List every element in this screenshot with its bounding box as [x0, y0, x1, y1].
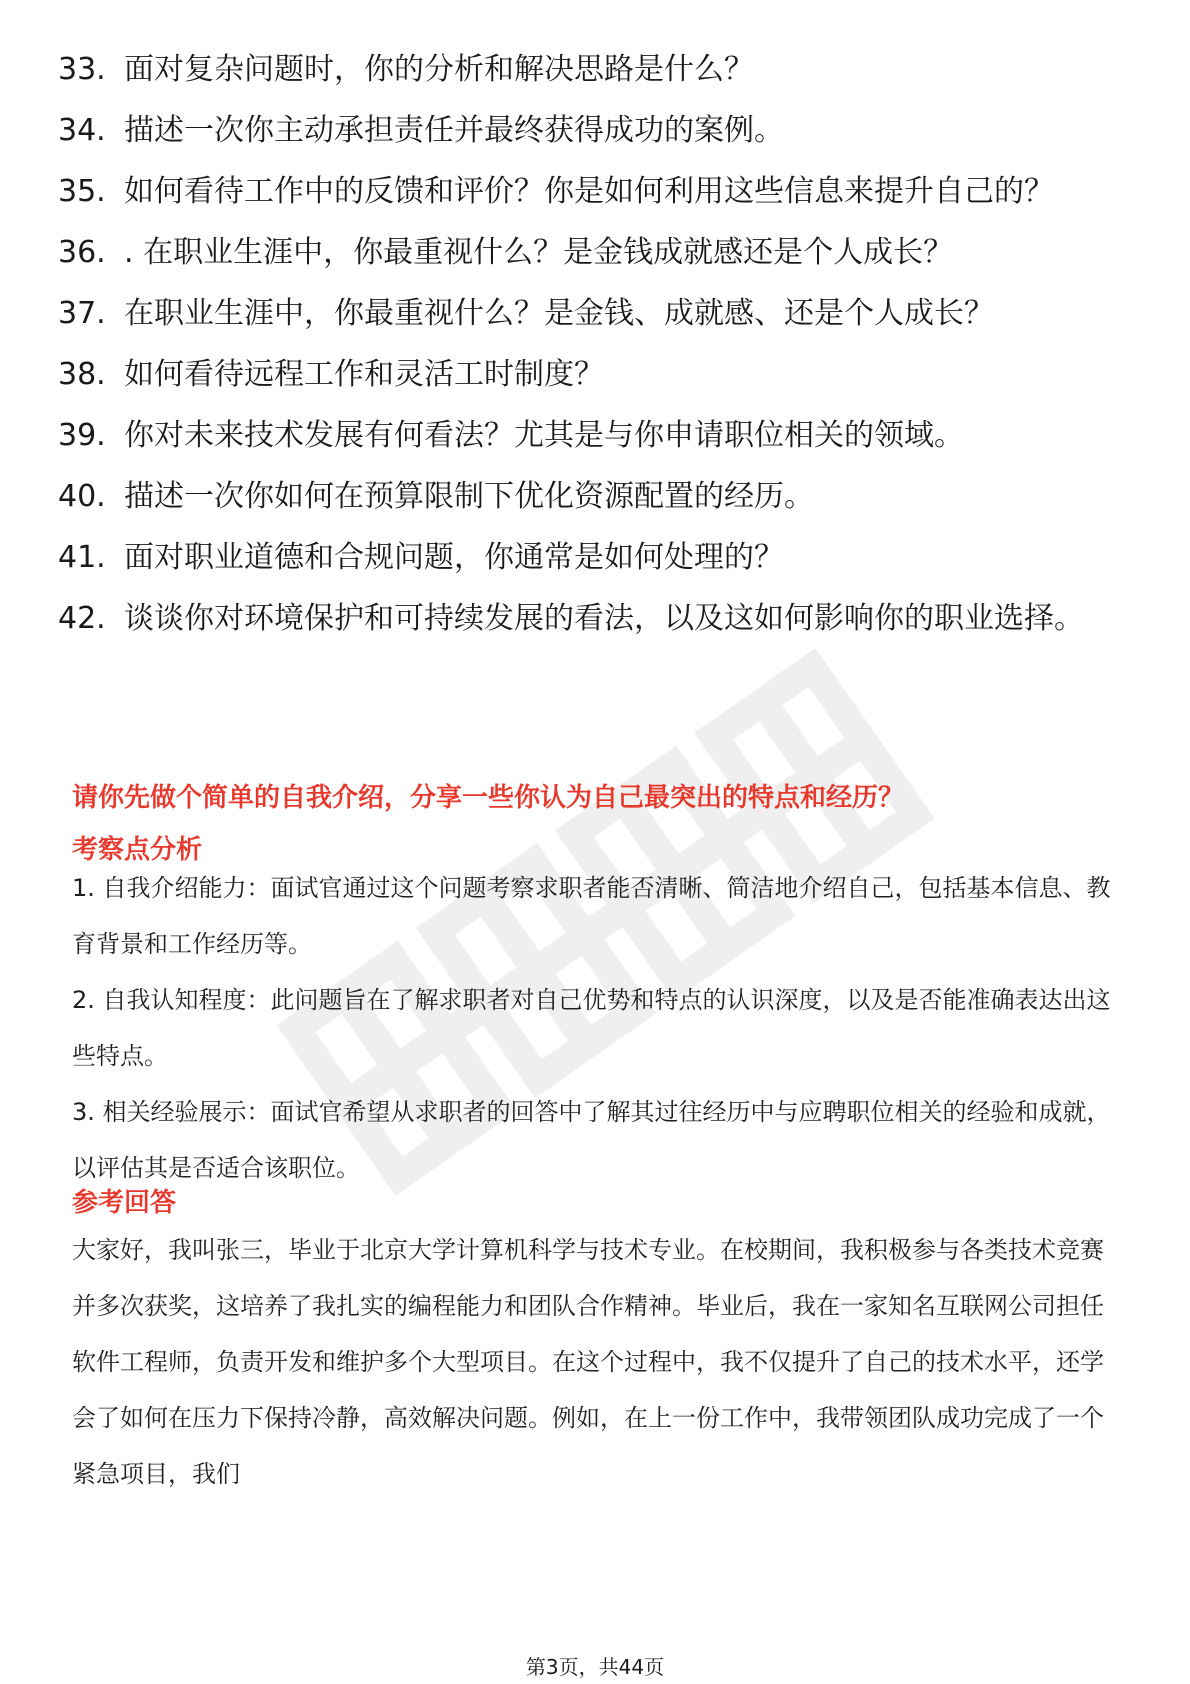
question-item — [58, 50, 1108, 90]
question-number: 33. — [58, 52, 106, 87]
answer-body — [72, 1222, 1122, 1502]
question-text: 描述一次你主动承担责任并最终获得成功的案例。 — [124, 113, 784, 148]
question-number: 37. — [58, 296, 106, 331]
question-number: 35. — [58, 174, 106, 209]
question-list — [58, 50, 1108, 660]
question-text: 面对职业道德和合规问题，你通常是如何处理的？ — [124, 540, 784, 575]
question-number: 40. — [58, 479, 106, 514]
question-item — [58, 599, 1108, 639]
featured-question: 请你先做个简单的自我介绍，分享一些你认为自己最突出的特点和经历？ — [72, 783, 905, 813]
analysis-points — [72, 860, 1122, 1196]
question-item — [58, 233, 1108, 273]
analysis-point: 1. 自我介绍能力：面试官通过这个问题考察求职者能否清晰、简洁地介绍自己，包括基本信息、教育背景和工作经历等。 — [72, 874, 1111, 958]
question-text: 描述一次你如何在预算限制下优化资源配置的经历。 — [124, 479, 814, 514]
answer-text: 大家好，我叫张三，毕业于北京大学计算机科学与技术专业。在校期间，我积极参与各类技术竞赛并多次获奖，这培养了我扎实的编程能力和团队合作精神。毕业后，我在一家知名互联网公司担任软件工程师，负责开发和维护多个大型项目。在这个过程中，我不仅提升了自己的技术水平，还学会了如何在压力下保持冷静，高效解决问题。例如，在上一份工作中，我带领团队成功完成了一个紧急项目，我们 — [72, 1236, 1104, 1488]
question-text: 谈谈你对环境保护和可持续发展的看法，以及这如何影响你的职业选择。 — [124, 601, 1084, 636]
question-item — [58, 111, 1108, 151]
question-item — [58, 538, 1108, 578]
question-text: 面对复杂问题时，你的分析和解决思路是什么？ — [124, 52, 754, 87]
question-text: 如何看待远程工作和灵活工时制度？ — [124, 357, 604, 392]
question-text: 你对未来技术发展有何看法？尤其是与你申请职位相关的领域。 — [124, 418, 964, 453]
analysis-point: 2. 自我认知程度：此问题旨在了解求职者对自己优势和特点的认识深度，以及是否能准确表达出这些特点。 — [72, 986, 1111, 1070]
question-text: 如何看待工作中的反馈和评价？你是如何利用这些信息来提升自己的？ — [124, 174, 1054, 209]
question-item — [58, 355, 1108, 395]
question-number: 38. — [58, 357, 106, 392]
question-number: 39. — [58, 418, 106, 453]
analysis-point: 3. 相关经验展示：面试官希望从求职者的回答中了解其过往经历中与应聘职位相关的经验和成就，以评估其是否适合该职位。 — [72, 1098, 1111, 1182]
question-item — [58, 416, 1108, 456]
answer-heading: 参考回答 — [72, 1188, 177, 1218]
question-number: 36. — [58, 235, 106, 270]
question-number: 41. — [58, 540, 106, 575]
question-item — [58, 294, 1108, 334]
analysis-heading: 考察点分析 — [72, 835, 203, 865]
question-item — [58, 172, 1108, 212]
page-footer: 第3页，共44页 — [525, 1655, 665, 1679]
question-text: . 在职业生涯中，你最重视什么？是金钱成就感还是个人成长？ — [124, 235, 954, 270]
question-text: 在职业生涯中，你最重视什么？是金钱、成就感、还是个人成长？ — [124, 296, 994, 331]
question-number: 42. — [58, 601, 106, 636]
question-item — [58, 477, 1108, 517]
question-number: 34. — [58, 113, 106, 148]
